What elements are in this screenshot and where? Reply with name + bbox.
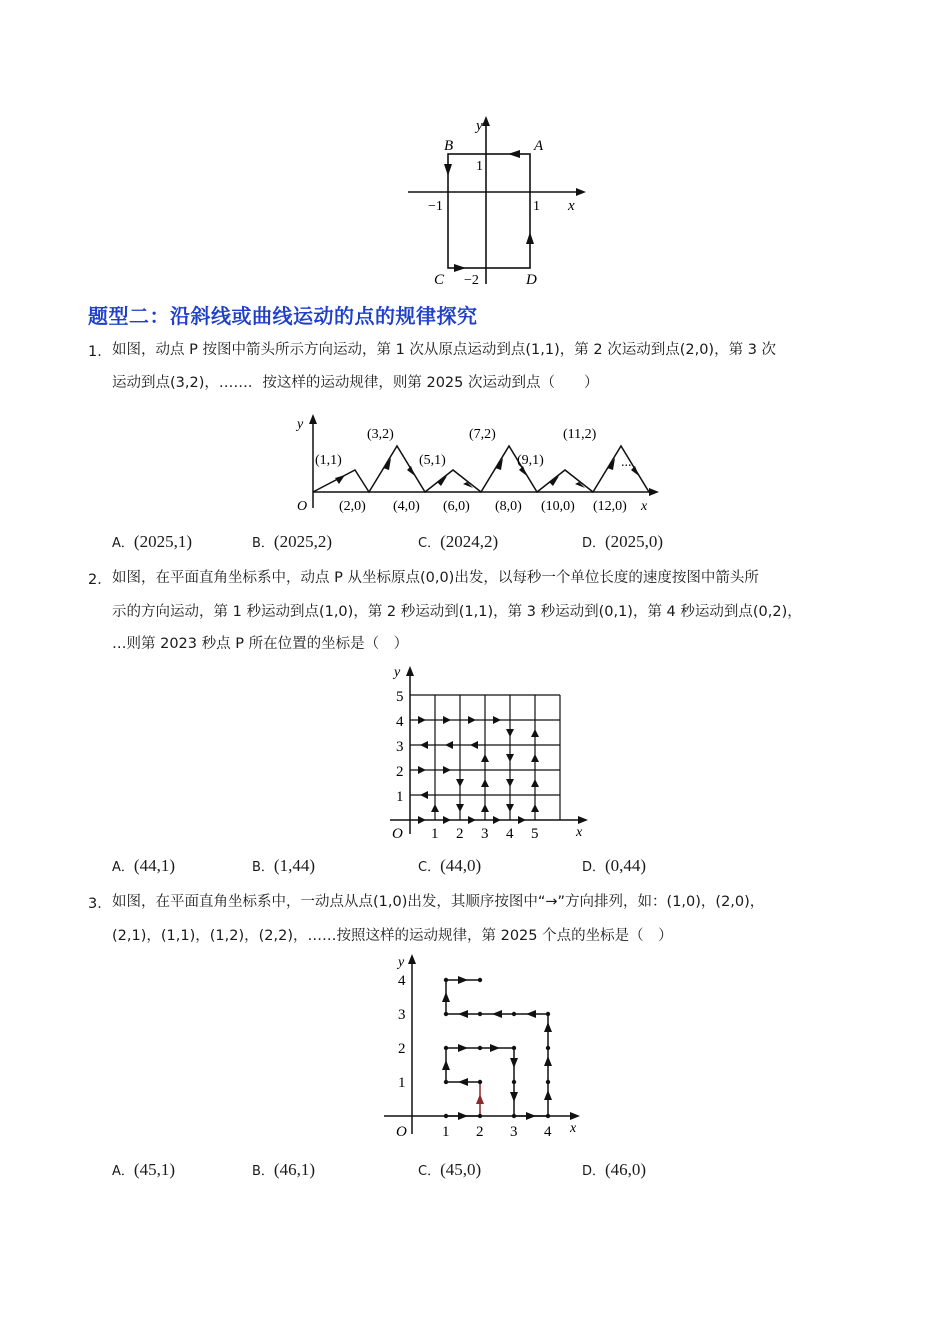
point-label-d: D [526, 272, 537, 288]
arrow-left-icon [508, 150, 520, 158]
x-axis-label: x [576, 825, 583, 840]
path-rectangle [448, 154, 530, 268]
q3-option-a[interactable]: A．(45,1) [112, 1160, 175, 1179]
q1-line2: 运动到点(3,2)，……．按这样的运动规律，则第 2025 次运动到点（ ） [112, 375, 599, 391]
q1-number: 1． [88, 344, 112, 360]
arrow-up-icon [526, 232, 534, 244]
origin-label: O [392, 826, 403, 842]
y-axis-arrow-icon [408, 954, 416, 964]
point-label: (12,0) [593, 499, 627, 514]
origin-label: O [297, 499, 308, 514]
point-label: (1,1) [315, 453, 342, 468]
y-axis-label: y [398, 955, 405, 970]
y-tick-label: 3 [396, 739, 404, 755]
y-axis-arrow-icon [309, 414, 317, 424]
point-label-c: C [434, 272, 445, 288]
section-heading: 题型二：沿斜线或曲线运动的点的规律探究 [88, 304, 478, 328]
q3-number: 3． [88, 896, 112, 912]
x-axis-arrow-icon [570, 1112, 580, 1120]
y-axis-label: y [297, 417, 304, 432]
y-tick-label: 4 [398, 973, 406, 989]
point-label-a: A [534, 138, 544, 154]
x-tick-label: 4 [544, 1124, 552, 1140]
x-axis-label: x [570, 1121, 577, 1136]
q1-option-a[interactable]: A．(2025,1) [112, 532, 192, 551]
y-tick-label: 1 [398, 1075, 406, 1091]
y-tick-label: 4 [396, 714, 404, 730]
x-tick-label: 2 [456, 826, 464, 842]
q1-line1: 如图，动点 P 按图中箭头所示方向运动，第 1 次从原点运动到点(1,1)，第 2 次运动到点(2,0)，第 3 次 [112, 342, 777, 358]
q2-line1: 如图，在平面直角坐标系中，动点 P 从坐标原点(0,0)出发，以每秒一个单位长度的速度按图中箭头所 [112, 570, 759, 586]
grid-spiral-figure [380, 662, 600, 844]
x-tick-label: 2 [476, 1124, 484, 1140]
zigzag-path [313, 446, 649, 492]
q3-line1: 如图，在平面直角坐标系中，一动点从点(1,0)出发，其顺序按图中“→”方向排列，如：(1,0)，(2,0)， [112, 894, 765, 910]
y-tick-label: 3 [398, 1007, 406, 1023]
x-tick-label: 3 [481, 826, 489, 842]
point-label: (8,0) [495, 499, 522, 514]
x-axis-label: x [641, 499, 648, 514]
tick-label-x-neg1: −1 [428, 199, 443, 214]
q2-option-d[interactable]: D．(0,44) [582, 856, 647, 875]
point-label: (2,0) [339, 499, 366, 514]
point-label: (6,0) [443, 499, 470, 514]
y-axis-arrow-icon [406, 666, 414, 676]
y-axis-label: y [476, 118, 483, 134]
point-label-b: B [444, 138, 454, 154]
x-tick-label: 1 [442, 1124, 450, 1140]
q3-option-b[interactable]: B．(46,1) [252, 1160, 315, 1179]
y-axis-label: y [394, 665, 401, 680]
q2-number: 2． [88, 572, 112, 588]
origin-label: O [396, 1124, 407, 1140]
q3-option-c[interactable]: C．(45,0) [418, 1160, 482, 1179]
rectangle-path-figure [400, 112, 590, 292]
q1-option-c[interactable]: C．(2024,2) [418, 532, 499, 551]
point-label: (10,0) [541, 499, 575, 514]
q2-option-b[interactable]: B．(1,44) [252, 856, 315, 875]
q2-option-a[interactable]: A．(44,1) [112, 856, 175, 875]
x-axis-arrow-icon [578, 816, 588, 824]
point-label: (11,2) [563, 427, 597, 442]
zigzag-figure [285, 412, 665, 520]
point-label: (4,0) [393, 499, 420, 514]
q2-line2: 示的方向运动，第 1 秒运动到点(1,0)，第 2 秒运动到(1,1)，第 3 秒运动到(0,1)，第 4 秒运动到点(0,2)， [112, 604, 802, 620]
point-label: (5,1) [419, 453, 446, 468]
q3-line2: (2,1)，(1,1)，(1,2)，(2,2)，……按照这样的运动规律，第 2025 个点的坐标是（ ） [112, 928, 673, 944]
x-axis-label: x [568, 198, 575, 214]
y-tick-label: 2 [396, 764, 404, 780]
arrow-down-icon [444, 164, 452, 176]
q3-option-d[interactable]: D．(46,0) [582, 1160, 647, 1179]
x-tick-label: 3 [510, 1124, 518, 1140]
tick-label-y-neg2: −2 [464, 273, 479, 288]
q1-option-b[interactable]: B．(2025,2) [252, 532, 332, 551]
y-axis-arrow-icon [482, 116, 490, 126]
tick-label-x-1: 1 [533, 199, 540, 214]
y-tick-label: 2 [398, 1041, 406, 1057]
x-tick-label: 4 [506, 826, 514, 842]
arrow-right-icon [454, 264, 466, 272]
point-label: (3,2) [367, 427, 394, 442]
point-path-figure [380, 950, 590, 1150]
y-tick-label: 5 [396, 689, 404, 705]
path-arrows [442, 976, 552, 1120]
point-label: (7,2) [469, 427, 496, 442]
q1-option-d[interactable]: D．(2025,0) [582, 532, 664, 551]
point-label: (9,1) [517, 453, 544, 468]
x-tick-label: 5 [531, 826, 539, 842]
x-axis-arrow-icon [576, 188, 586, 196]
tick-label-y-1: 1 [476, 159, 483, 174]
q2-line3: …则第 2023 秒点 P 所在位置的坐标是（ ） [112, 636, 409, 652]
q2-option-c[interactable]: C．(44,0) [418, 856, 482, 875]
x-tick-label: 1 [431, 826, 439, 842]
y-tick-label: 1 [396, 789, 404, 805]
x-axis-arrow-icon [649, 488, 659, 496]
ellipsis: ... [621, 455, 632, 470]
